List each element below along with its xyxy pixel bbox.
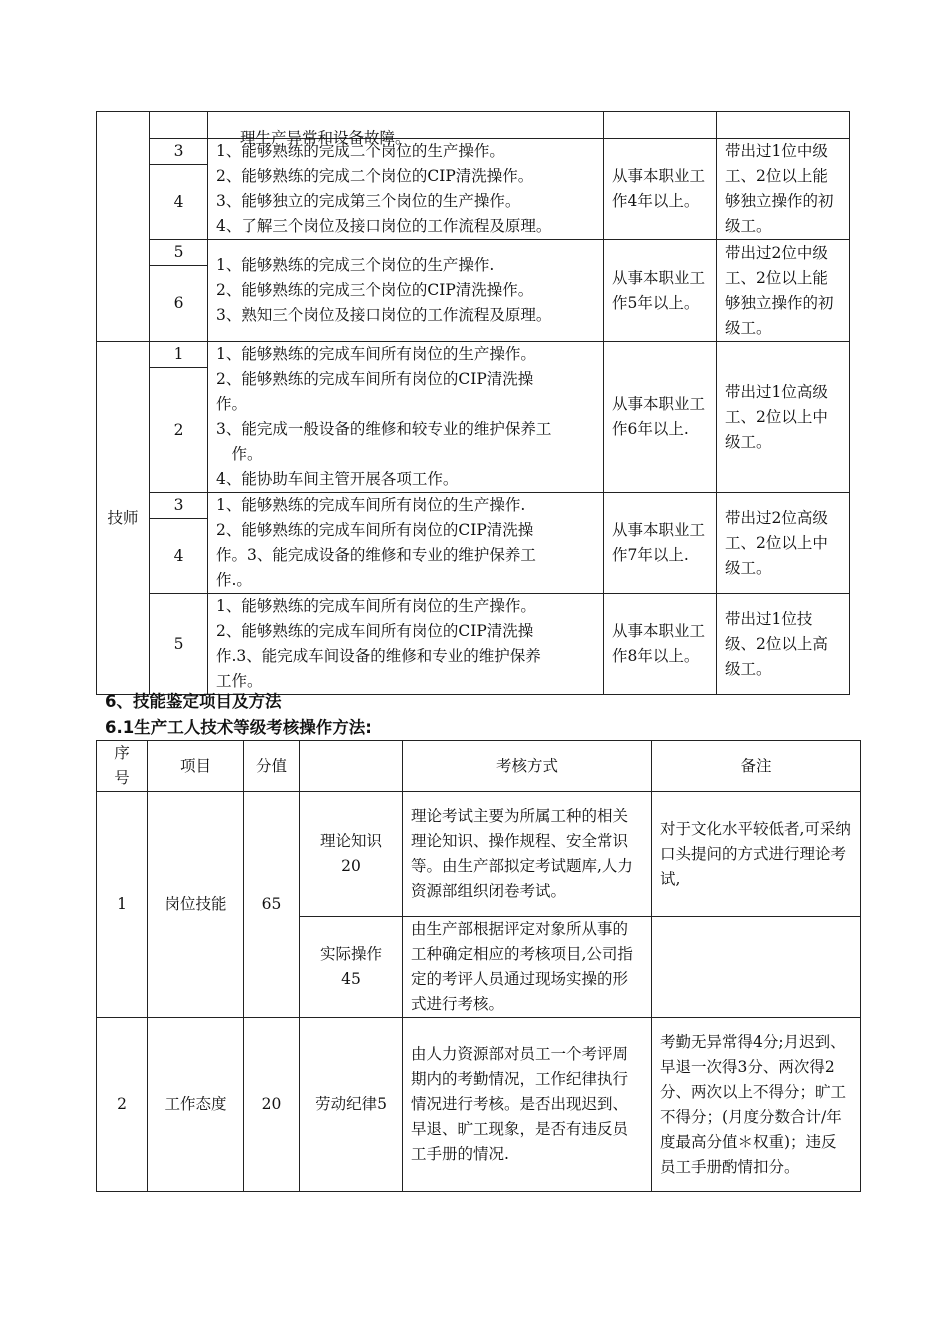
table-row [97, 594, 850, 695]
score-cell: 20 [244, 1018, 300, 1192]
level-cell: 5 [150, 240, 208, 266]
requirement-cell: 1、能够熟练的完成车间所有岗位的生产操作. 2、能够熟练的完成车间所有岗位的CIP清洗操 作。3、能完成设备的维修和专业的维护保养工 作.。 [208, 493, 604, 594]
note-cell: 对于文化水平较低者,可采纳口头提问的方式进行理论考试, [652, 792, 861, 917]
header-item: 项目 [148, 741, 244, 792]
level-cell: 4 [150, 519, 208, 594]
table-row [97, 1018, 861, 1192]
page-break-fragment: 理生产异常和设备故障。 [240, 129, 411, 147]
header-score: 分值 [244, 741, 300, 792]
mentor-cell: 带出过2位高级工、2位以上中级工。 [717, 493, 850, 594]
method-cell: 理论考试主要为所属工种的相关理论知识、操作规程、安全常识等。由生产部拟定考试题库,人力资源部组织闭卷考试。 [403, 792, 652, 917]
level-cell: 5 [150, 594, 208, 695]
method-cell: 由人力资源部对员工一个考评周期内的考勤情况，工作纪律执行情况进行考核。是否出现迟到、早退、旷工现象，是否有违反员工手册的情况. [403, 1018, 652, 1192]
experience-cell: 从事本职业工作4年以上。 [604, 139, 717, 240]
skill-level-table [96, 111, 850, 695]
experience-cell: 从事本职业工作6年以上. [604, 342, 717, 493]
item-cell: 岗位技能 [148, 792, 244, 1018]
level-cell: 1 [150, 342, 208, 368]
note-cell: 考勤无异常得4分;月迟到、早退一次得3分、两次得2分、两次以上不得分；旷工不得分；(月度分数合计/年度最高分值＊权重)；违反员工手册酌情扣分。 [652, 1018, 861, 1192]
mentor-cell: 带出过1位中级工、2位以上能够独立操作的初级工。 [717, 139, 850, 240]
sub-item-cell: 实际操作45 [300, 917, 403, 1018]
category-cell-empty [97, 112, 150, 342]
header-sub [300, 741, 403, 792]
seq-cell: 2 [97, 1018, 148, 1192]
requirement-cell: 1、能够熟练的完成车间所有岗位的生产操作。 2、能够熟练的完成车间所有岗位的CIP清洗操 作.3、能完成车间设备的维修和专业的维护保养 工作。 [208, 594, 604, 695]
category-cell: 技师 [97, 342, 150, 695]
table-row [97, 493, 850, 519]
experience-cell: 从事本职业工作8年以上。 [604, 594, 717, 695]
seq-cell: 1 [97, 792, 148, 1018]
score-cell: 65 [244, 792, 300, 1018]
subsection-heading: 6.1生产工人技术等级考核操作方法: [105, 718, 372, 737]
experience-cell-empty [604, 112, 717, 139]
method-cell: 由生产部根据评定对象所从事的工种确定相应的考核项目,公司指定的考评人员通过现场实操的形式进行考核。 [403, 917, 652, 1018]
mentor-cell: 带出过1位技级、2位以上高级工。 [717, 594, 850, 695]
level-cell: 3 [150, 139, 208, 165]
note-cell [652, 917, 861, 1018]
table-row [97, 112, 850, 139]
assessment-table [96, 740, 861, 1192]
level-cell: 4 [150, 165, 208, 240]
header-method: 考核方式 [403, 741, 652, 792]
table-row [97, 342, 850, 368]
requirement-cell: 1、能够熟练的完成三个岗位的生产操作. 2、能够熟练的完成三个岗位的CIP清洗操作。 3、熟知三个岗位及接口岗位的工作流程及原理。 [208, 240, 604, 342]
sub-item-cell: 理论知识20 [300, 792, 403, 917]
requirement-cell: 1、能够熟练的完成车间所有岗位的生产操作。 2、能够熟练的完成车间所有岗位的CIP清洗操 作。 3、能完成一般设备的维修和较专业的维护保养工 作。 4、能协助车间主管开展各项工作。 [208, 342, 604, 493]
experience-cell: 从事本职业工作7年以上. [604, 493, 717, 594]
sub-item-cell: 劳动纪律5 [300, 1018, 403, 1192]
mentor-cell-empty [717, 112, 850, 139]
mentor-cell: 带出过1位高级工、2位以上中级工。 [717, 342, 850, 493]
header-note: 备注 [652, 741, 861, 792]
table-row [97, 240, 850, 266]
table-row [97, 792, 861, 917]
item-cell: 工作态度 [148, 1018, 244, 1192]
mentor-cell: 带出过2位中级工、2位以上能够独立操作的初级工。 [717, 240, 850, 342]
table-header-row [97, 741, 861, 792]
table-row [97, 139, 850, 165]
header-seq: 序号 [97, 741, 148, 792]
experience-cell: 从事本职业工作5年以上。 [604, 240, 717, 342]
requirement-cell: 1、能够熟练的完成二个岗位的生产操作。 2、能够熟练的完成二个岗位的CIP清洗操作。 3、能够独立的完成第三个岗位的生产操作。 4、了解三个岗位及接口岗位的工作流程及原理。 [208, 139, 604, 240]
level-cell: 6 [150, 266, 208, 342]
level-cell: 3 [150, 493, 208, 519]
level-cell-empty [150, 112, 208, 139]
section-heading: 6、技能鉴定项目及方法 [105, 692, 282, 711]
level-cell: 2 [150, 368, 208, 493]
